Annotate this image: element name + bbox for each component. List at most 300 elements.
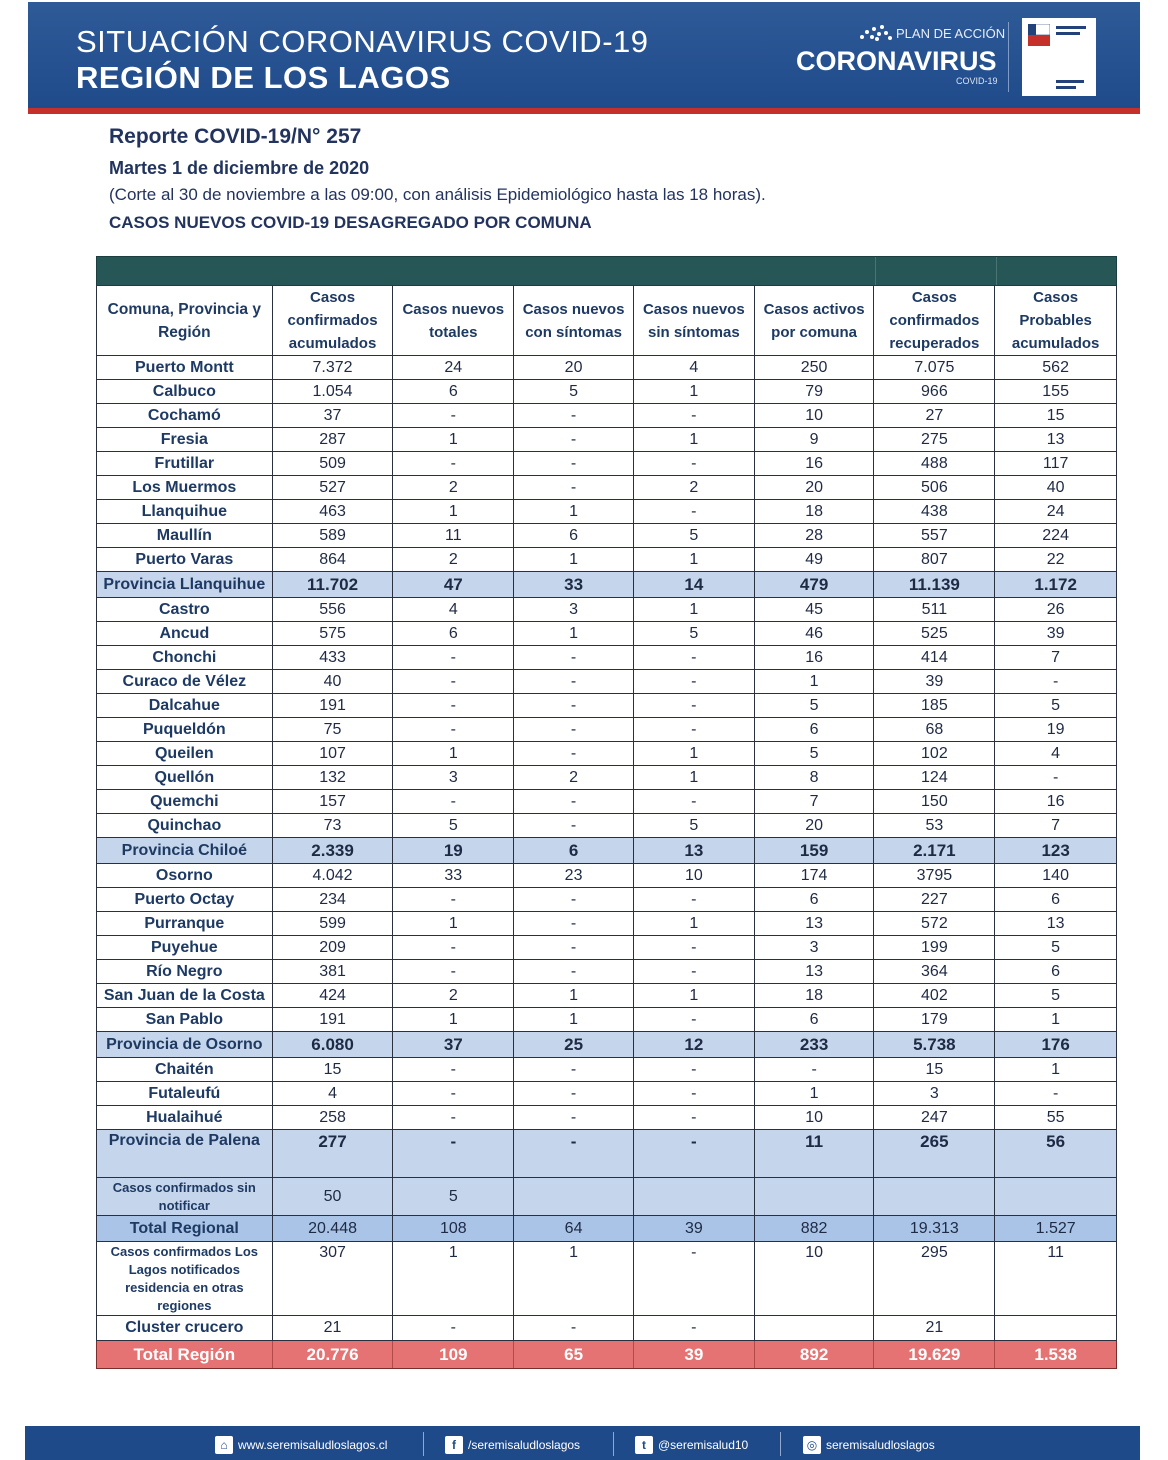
row-label: Osorno (97, 864, 273, 887)
row-label: Quinchao (97, 814, 273, 837)
row-label: Total Regional (97, 1216, 273, 1241)
table-cell: 11.702 (273, 572, 394, 597)
table-cell: 7.075 (874, 356, 995, 379)
table-cell: 13 (755, 912, 875, 935)
table-cell: 19.313 (874, 1216, 995, 1241)
table-row (96, 742, 1117, 766)
table-cell: - (514, 912, 634, 935)
table-cell: 2.171 (874, 838, 995, 863)
table-cell: 6 (755, 1008, 875, 1031)
table-cell: 12 (634, 1032, 755, 1057)
table-row (96, 1106, 1117, 1130)
table-cell: 882 (755, 1216, 875, 1241)
table-cell: 1 (634, 428, 755, 451)
report-note: (Corte al 30 de noviembre a las 09:00, con análisis Epidemiológico hasta las 18 horas). (109, 185, 766, 204)
report-subtitle: CASOS NUEVOS COVID-19 DESAGREGADO POR COMUNA (109, 213, 592, 232)
table-cell: 191 (273, 1008, 394, 1031)
table-cell: 117 (1042, 454, 1069, 472)
table-cell: 7 (755, 790, 875, 813)
table-cell: 5.738 (874, 1032, 995, 1057)
banner-title-line2: REGIÓN DE LOS LAGOS (76, 60, 451, 95)
table-cell: 27 (874, 404, 995, 427)
table-cell: 68 (874, 718, 995, 741)
facebook-icon: f (445, 1436, 463, 1454)
table-cell: - (393, 936, 514, 959)
table-cell: 5 (755, 742, 875, 765)
row-label: Castro (97, 598, 273, 621)
table-cell: 295 (874, 1242, 995, 1315)
table-row (96, 1058, 1117, 1082)
table-row (96, 452, 1117, 476)
table-cell: 10 (755, 1106, 875, 1129)
table-cell: 424 (273, 984, 394, 1007)
table-cell: 75 (273, 718, 394, 741)
table-cell: 176 (995, 1032, 1116, 1057)
table-cell: 209 (273, 936, 394, 959)
banner-title-line1: SITUACIÓN CORONAVIRUS COVID-19 (76, 24, 649, 59)
table-cell: 13 (634, 838, 755, 863)
table-cell: - (393, 790, 514, 813)
table-cell: 599 (273, 912, 394, 935)
table-cell: 1 (1051, 1010, 1061, 1028)
table-cell: 39 (634, 1341, 755, 1368)
col-header-con-sintomas: Casos nuevos con síntomas (514, 286, 634, 355)
table-cell: 807 (874, 548, 995, 571)
table-cell: 1 (755, 670, 875, 693)
table-cell: 16 (755, 452, 875, 475)
brand-label: CORONAVIRUS (796, 46, 997, 76)
footer-twitter-label: @seremisalud10 (658, 1438, 749, 1452)
table-cell: 19.629 (874, 1341, 995, 1368)
table-cell: 19 (1046, 720, 1065, 738)
table-cell: 892 (755, 1341, 875, 1368)
table-row (96, 524, 1117, 548)
table-cell: 2 (514, 766, 634, 789)
table-cell: 56 (995, 1130, 1116, 1177)
table-cell: 5 (634, 524, 755, 547)
table-cell: 966 (874, 380, 995, 403)
table-cell: 2 (393, 476, 514, 499)
table-cell: - (514, 670, 634, 693)
table-cell: 19 (393, 838, 514, 863)
table-cell: 159 (755, 838, 875, 863)
table-cell: 18 (755, 984, 875, 1007)
table-cell: 557 (874, 524, 995, 547)
row-label: Provincia de Osorno (97, 1032, 273, 1057)
table-cell (755, 1316, 875, 1340)
table-cell: - (634, 500, 755, 523)
table-cell: 414 (874, 646, 995, 669)
table-cell: 463 (273, 500, 394, 523)
table-cell: - (393, 452, 514, 475)
table-cell: 2 (393, 984, 514, 1007)
table-cell: 1 (1051, 1060, 1061, 1078)
table-cell: 864 (273, 548, 394, 571)
table-cell: 40 (1046, 478, 1065, 496)
table-row (96, 670, 1117, 694)
table-cell: 5 (1051, 986, 1061, 1004)
table-cell: 37 (273, 404, 394, 427)
table-row (96, 404, 1117, 428)
row-label: Provincia Llanquihue (97, 572, 273, 597)
table-cell: - (634, 1106, 755, 1129)
table-cell: 1 (393, 912, 514, 935)
row-label: Chaitén (97, 1058, 273, 1081)
col-header-recuperados: Casos confirmados recuperados (874, 286, 995, 355)
table-cell: 155 (1042, 382, 1069, 400)
table-row (96, 1316, 1117, 1341)
table-cell: - (634, 936, 755, 959)
row-label: Quemchi (97, 790, 273, 813)
table-cell: 233 (755, 1032, 875, 1057)
table-row (96, 1178, 1117, 1216)
table-cell: - (634, 1316, 755, 1340)
table-row (96, 912, 1117, 936)
table-cell: 28 (755, 524, 875, 547)
footer-web-label: www.seremisaludloslagos.cl (238, 1438, 388, 1452)
table-cell: 11 (1047, 1244, 1064, 1261)
table-cell: 265 (874, 1130, 995, 1177)
table-cell: 2 (634, 476, 755, 499)
footer-twitter[interactable] (635, 1436, 748, 1454)
table-cell: 64 (514, 1216, 634, 1241)
table-cell: 5 (634, 814, 755, 837)
table-cell: - (514, 428, 634, 451)
table-cell: 50 (273, 1178, 394, 1215)
table-cell: - (755, 1058, 875, 1081)
table-cell: 479 (755, 572, 875, 597)
table-row (96, 936, 1117, 960)
table-cell: 227 (874, 888, 995, 911)
table-row (96, 598, 1117, 622)
table-cell: - (514, 646, 634, 669)
table-cell: 45 (755, 598, 875, 621)
table-cell: 1 (393, 1242, 514, 1315)
table-cell: 4 (1051, 744, 1061, 762)
table-cell: 6 (514, 838, 634, 863)
table-cell: 1.054 (273, 380, 394, 403)
table-row (96, 622, 1117, 646)
table-cell: - (634, 670, 755, 693)
table-cell: - (514, 1058, 634, 1081)
table-cell: 40 (273, 670, 394, 693)
table-cell: 2.339 (273, 838, 394, 863)
col-header-nuevos-totales: Casos nuevos totales (393, 286, 514, 355)
table-cell: - (514, 404, 634, 427)
table-cell: 287 (273, 428, 394, 451)
table-cell: - (393, 960, 514, 983)
row-label: Purranque (97, 912, 273, 935)
table-cell: 5 (755, 694, 875, 717)
table-cell: - (1052, 1084, 1059, 1102)
table-cell: 1 (514, 622, 634, 645)
table-cell: - (634, 718, 755, 741)
table-cell: 402 (874, 984, 995, 1007)
table-cell: 53 (874, 814, 995, 837)
table-cell: - (634, 1130, 755, 1177)
col-header-activos: Casos activos por comuna (755, 286, 875, 355)
table-cell: 1 (634, 742, 755, 765)
row-label: Frutillar (97, 452, 273, 475)
table-cell: 1.172 (995, 572, 1116, 597)
table-cell: 575 (273, 622, 394, 645)
row-label: Fresia (97, 428, 273, 451)
table-cell: 11.139 (874, 572, 995, 597)
table-cell: 525 (874, 622, 995, 645)
table-cell: 1 (514, 548, 634, 571)
table-cell: 16 (755, 646, 875, 669)
table-cell: 562 (1042, 358, 1069, 376)
table-cell: 1 (634, 766, 755, 789)
table-cell: 1 (393, 428, 514, 451)
table-cell: 5 (393, 814, 514, 837)
table-cell: - (634, 694, 755, 717)
table-cell: 37 (393, 1032, 514, 1057)
table-cell: 23 (514, 864, 634, 887)
table-cell: 6 (514, 524, 634, 547)
table-cell: 3 (393, 766, 514, 789)
table-cell: - (634, 646, 755, 669)
table-cell: 5 (1051, 938, 1061, 956)
row-label: Casos confirmados sin notificar (97, 1178, 273, 1215)
row-label: Provincia de Palena (97, 1130, 273, 1177)
table-cell: 433 (273, 646, 394, 669)
table-cell: 185 (874, 694, 995, 717)
table-cell: - (514, 718, 634, 741)
province-total-row (96, 572, 1117, 598)
table-cell: 1 (634, 548, 755, 571)
table-cell: 1.527 (995, 1216, 1116, 1241)
virus-dots-icon (856, 23, 896, 43)
table-cell: 277 (273, 1130, 394, 1177)
table-cell: 15 (874, 1058, 995, 1081)
table-row (96, 766, 1117, 790)
table-cell: 33 (514, 572, 634, 597)
brand-sub-label: COVID-19 (956, 76, 998, 86)
table-row (96, 718, 1117, 742)
col-header-sin-sintomas: Casos nuevos sin síntomas (634, 286, 755, 355)
table-cell: 6 (755, 718, 875, 741)
row-label: Río Negro (97, 960, 273, 983)
table-cell: 3 (514, 598, 634, 621)
table-cell: 13 (755, 960, 875, 983)
province-total-row (96, 838, 1117, 864)
table-body (96, 356, 1117, 1369)
row-label: San Juan de la Costa (97, 984, 273, 1007)
table-cell: 1 (634, 912, 755, 935)
row-label: Llanquihue (97, 500, 273, 523)
table-cell: - (1052, 672, 1059, 690)
table-cell: - (393, 1106, 514, 1129)
col-header-probables: Casos Probables acumulados (995, 286, 1116, 355)
row-label: Futaleufú (97, 1082, 273, 1105)
table-cell: 108 (393, 1216, 514, 1241)
row-label: Puerto Varas (97, 548, 273, 571)
table-cell: - (634, 1008, 755, 1031)
table-cell: - (393, 1316, 514, 1340)
footer-instagram[interactable] (803, 1436, 935, 1454)
table-cell (874, 1178, 995, 1215)
table-row (96, 646, 1117, 670)
table-cell: 275 (874, 428, 995, 451)
table-cell: - (393, 888, 514, 911)
table-cell: - (514, 1106, 634, 1129)
footer-instagram-label: seremisaludloslagos (826, 1438, 935, 1452)
table-cell: 364 (874, 960, 995, 983)
table-cell: 21 (874, 1316, 995, 1340)
table-cell: 1 (634, 380, 755, 403)
table-cell: 20 (755, 476, 875, 499)
table-cell: 20.776 (273, 1341, 394, 1368)
header-banner (28, 2, 1140, 114)
row-label: Queilen (97, 742, 273, 765)
table-cell: - (514, 1130, 634, 1177)
table-cell: 14 (634, 572, 755, 597)
col-header-confirmados: Casos confirmados acumulados (273, 286, 394, 355)
table-cell: 10 (634, 864, 755, 887)
table-cell: 307 (273, 1242, 394, 1315)
table-row (96, 694, 1117, 718)
table-cell: 20 (755, 814, 875, 837)
table-cell: 132 (273, 766, 394, 789)
table-cell: 3795 (874, 864, 995, 887)
table-cell: 506 (874, 476, 995, 499)
table-cell: 6 (393, 622, 514, 645)
table-row (96, 864, 1117, 888)
table-cell: 73 (273, 814, 394, 837)
row-label: San Pablo (97, 1008, 273, 1031)
table-cell: 24 (1046, 502, 1065, 520)
table-row (96, 814, 1117, 838)
table-cell: 2 (393, 548, 514, 571)
row-label: Dalcahue (97, 694, 273, 717)
table-cell: 1 (393, 500, 514, 523)
table-cell: 509 (273, 452, 394, 475)
table-cell (995, 1316, 1116, 1340)
table-cell: 4 (634, 356, 755, 379)
table-cell: - (514, 1082, 634, 1105)
table-cell: - (634, 1082, 755, 1105)
table-cell: 179 (874, 1008, 995, 1031)
table-cell: - (634, 404, 755, 427)
table-cell: 150 (874, 790, 995, 813)
report-date: Martes 1 de diciembre de 2020 (109, 158, 370, 178)
banner-divider (1008, 22, 1009, 92)
footer-web[interactable] (215, 1436, 387, 1454)
table-cell: 16 (1046, 792, 1065, 810)
row-label: Hualaihué (97, 1106, 273, 1129)
report-title: Reporte COVID-19/N° 257 (109, 125, 362, 148)
table-cell: 5 (634, 622, 755, 645)
table-cell: 1 (755, 1082, 875, 1105)
province-total-row (96, 1130, 1117, 1178)
table-cell: 33 (393, 864, 514, 887)
table-row (96, 1008, 1117, 1032)
table-cell: 6 (1051, 962, 1061, 980)
table-cell: 39 (1046, 624, 1065, 642)
table-row (96, 960, 1117, 984)
table-cell: 21 (273, 1316, 394, 1340)
table-cell: 109 (393, 1341, 514, 1368)
table-cell: 191 (273, 694, 394, 717)
table-cell: 65 (514, 1341, 634, 1368)
row-label: Casos confirmados Los Lagos notificados residencia en otras regiones (97, 1242, 273, 1315)
table-cell: 6.080 (273, 1032, 394, 1057)
table-cell (995, 1178, 1116, 1215)
table-cell: 6 (1051, 890, 1061, 908)
row-label: Curaco de Vélez (97, 670, 273, 693)
table-cell: 234 (273, 888, 394, 911)
row-label: Maullín (97, 524, 273, 547)
table-cell: 3 (755, 936, 875, 959)
table-cell: 8 (755, 766, 875, 789)
table-cell: 9 (755, 428, 875, 451)
instagram-icon: ◎ (803, 1436, 821, 1454)
table-cell: 6 (393, 380, 514, 403)
table-cell: 5 (514, 380, 634, 403)
table-cell: 556 (273, 598, 394, 621)
table-cell: 4 (273, 1082, 394, 1105)
table-cell: 589 (273, 524, 394, 547)
table-cell: 157 (273, 790, 394, 813)
table-cell: - (634, 960, 755, 983)
table-cell: - (514, 742, 634, 765)
table-cell: 124 (874, 766, 995, 789)
footer-facebook[interactable] (445, 1436, 580, 1454)
table-row (96, 380, 1117, 404)
table-cell: 250 (755, 356, 875, 379)
row-label: Total Región (97, 1341, 273, 1368)
table-cell: 247 (874, 1106, 995, 1129)
table-cell: - (514, 1316, 634, 1340)
table-cell: 18 (755, 500, 875, 523)
table-cell (514, 1178, 634, 1215)
table-cell: 11 (393, 524, 514, 547)
table-cell: - (393, 718, 514, 741)
footer-bar (25, 1426, 1140, 1460)
row-label: Chonchi (97, 646, 273, 669)
row-label: Provincia Chiloé (97, 838, 273, 863)
table-cell: - (514, 888, 634, 911)
row-label: Calbuco (97, 380, 273, 403)
row-label: Cluster crucero (97, 1316, 273, 1340)
table-row (96, 1082, 1117, 1106)
table-cell: 15 (1046, 406, 1065, 424)
row-label: Quellón (97, 766, 273, 789)
table-cell: - (634, 790, 755, 813)
table-row (96, 1216, 1117, 1242)
table-cell: 39 (634, 1216, 755, 1241)
table-cell: 4.042 (273, 864, 394, 887)
table-cell: 1 (634, 598, 755, 621)
row-label: Puerto Montt (97, 356, 273, 379)
table-cell: 527 (273, 476, 394, 499)
table-cell: 10 (755, 1242, 875, 1315)
table-cell: - (634, 888, 755, 911)
table-cell: 47 (393, 572, 514, 597)
table-cell: 26 (1046, 600, 1065, 618)
table-row (96, 356, 1117, 380)
table-cell: 1 (514, 1008, 634, 1031)
table-cell: 5 (393, 1178, 514, 1215)
table-cell: - (393, 1082, 514, 1105)
table-cell: - (514, 936, 634, 959)
table-row (96, 476, 1117, 500)
table-cell: - (393, 404, 514, 427)
table-cell: - (393, 670, 514, 693)
table-cell: - (393, 694, 514, 717)
table-cell: 174 (755, 864, 875, 887)
